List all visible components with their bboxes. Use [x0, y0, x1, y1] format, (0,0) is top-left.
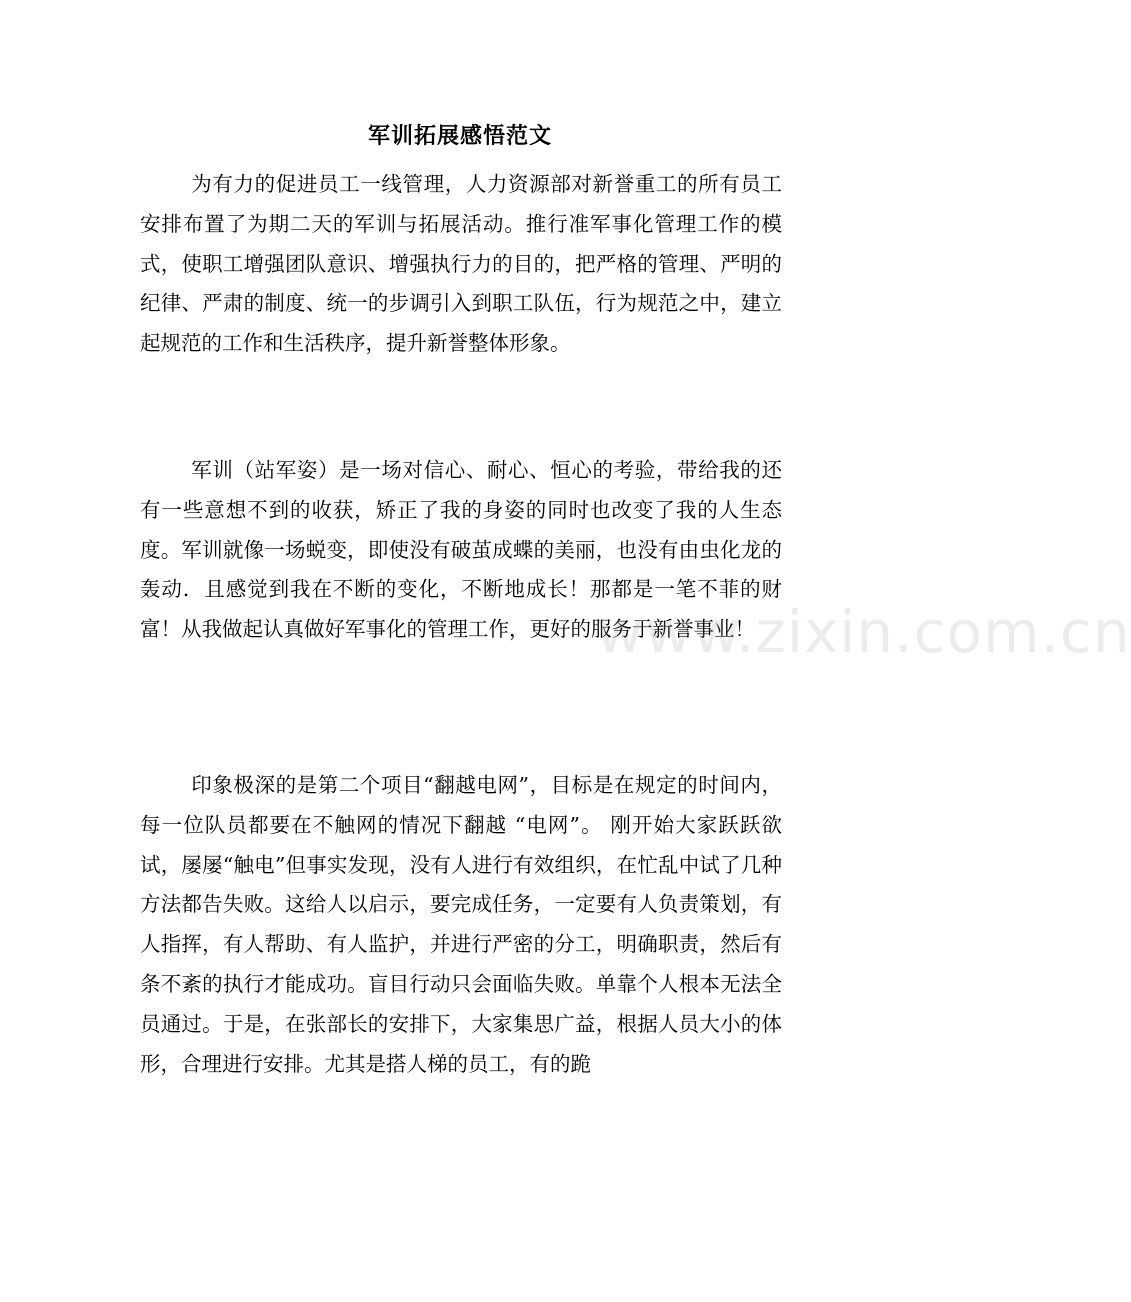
document-title: 军训拓展感悟范文	[367, 123, 552, 149]
paragraph-2: 军训（站军姿）是一场对信心、耐心、恒心的考验，带给我的还有一些意想不到的收获，矫正了我的身姿的同时也改变了我的人生态度。军训就像一场蜕变，即使没有破茧成蝶的美丽，也没有由虫化龙的轰动．且感觉到我在不断的变化，不断地成长！那都是一笔不菲的财富！从我做起认真做好军事化的管理工作，更好的服务于新誉事业！	[140, 458, 782, 642]
watermark: www.zixin.com.cn	[596, 598, 1131, 666]
paragraph-3: 印象极深的是第二个项目“翻越电网”，目标是在规定的时间内，每一位队员都要在不触网的情况下翻越 “电网”。 刚开始大家跃跃欲试，屡屡“触电”但事实发现，没有人进行有效组织，在忙乱中试了几种方法都告失败。这给人以启示，要完成任务，一定要有人负责策划，有人指挥，有人帮助、有人监护，并进行严密的分工，明确职责，然后有条不紊的执行才能成功。盲目行动只会面临失败。单靠个人根本无法全员通过。于是，在张部长的安排下，大家集思广益，根据人员大小的体形，合理进行安排。尤其是搭人梯的员工，有的跪	[140, 773, 782, 1076]
paragraph-1: 为有力的促进员工一线管理，人力资源部对新誉重工的所有员工安排布置了为期二天的军训与拓展活动。推行准军事化管理工作的模式，使职工增强团队意识、增强执行力的目的，把严格的管理、严明的纪律、严肃的制度、统一的步调引入到职工队伍，行为规范之中，建立起规范的工作和生活秩序，提升新誉整体形象。	[140, 172, 782, 356]
